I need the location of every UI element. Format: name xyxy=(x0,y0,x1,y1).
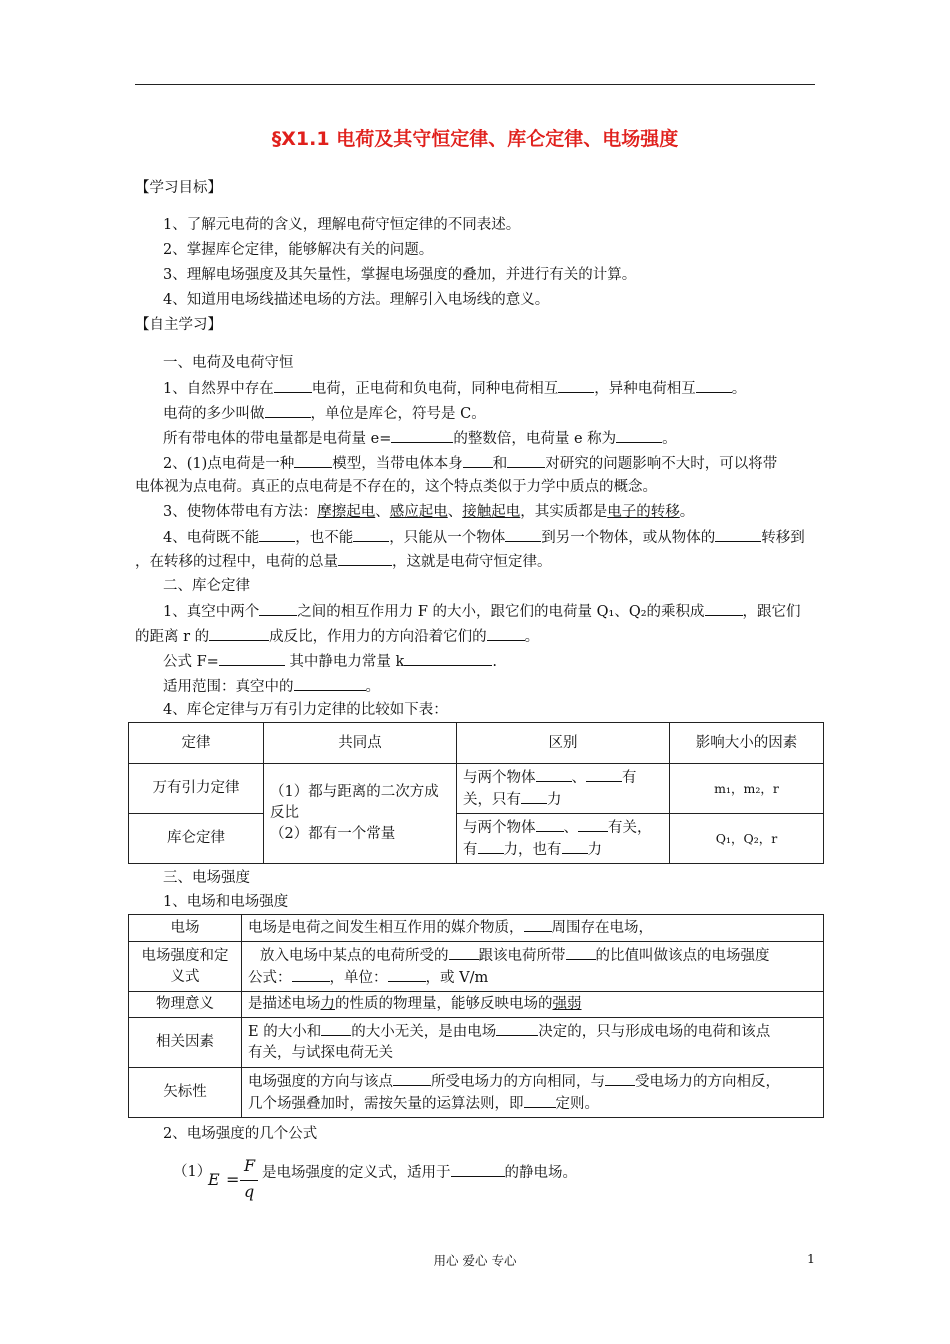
text-line: 适用范围：真空中的 。 xyxy=(163,676,380,697)
section-heading: 三、电场强度 xyxy=(163,870,250,886)
text-line: 所有带电体的带电量都是电荷量 e= 的整数倍，电荷量 e 称为 。 xyxy=(163,428,677,449)
formula-e-f-over-q xyxy=(200,1158,270,1208)
sub-heading: 1、电场和电场强度 xyxy=(163,894,289,910)
text-line: ，在转移的过程中，电荷的总量 ，这就是电荷守恒定律。 xyxy=(135,551,552,572)
formula-equals: = xyxy=(226,1170,240,1189)
text-line: 4、电荷既不能 ，也不能 ，只能从一个物体 到另一个物体，或从物体的 转移到 xyxy=(163,527,805,548)
text-line: 1、真空中两个 之间的相互作用力 F 的大小，跟它们的电荷量 Q₁、Q₂的乘积成 ，跟它们 xyxy=(163,601,801,622)
table-header: 物理意义 xyxy=(129,992,242,1018)
text-line: 1、自然界中存在 电荷，正电荷和负电荷，同种电荷相互 ，异种电荷相互 。 xyxy=(163,378,746,399)
section-heading: 一、电荷及电荷守恒 xyxy=(163,355,294,371)
page-footer: 用心 爱心 专心 xyxy=(433,1253,517,1268)
table-cell: E 的大小和 的大小无关，是由电场 决定的，只与形成电场的电荷和该点 有关，与试探电荷无关 xyxy=(242,1018,824,1068)
table-cell: 是描述电场力的性质的物理量，能够反映电场的强弱 xyxy=(242,992,824,1018)
table-cell: 电场强度的方向与该点 所受电场力的方向相同，与 受电场力的方向相反， 几个场强叠加时，需按矢量的运算法则，即 定则。 xyxy=(242,1068,824,1118)
page-title: §X1.1 电荷及其守恒定律、库仑定律、电场强度 xyxy=(271,128,679,150)
text-line: 电荷的多少叫做 ，单位是库仑，符号是 C。 xyxy=(163,403,486,424)
formula-denominator: q xyxy=(244,1182,255,1201)
formula-numerator: F xyxy=(244,1156,256,1175)
fraction-bar xyxy=(240,1180,258,1181)
goal-item: 4、知道用电场线描述电场的方法。理解引入电场线的意义。 xyxy=(163,292,550,308)
table-cell: 与两个物体 、 有关，有 力，也有 力 xyxy=(457,814,670,864)
section-heading: 二、库仑定律 xyxy=(163,578,250,594)
table-cell: Q₁，Q₂，r xyxy=(670,814,824,864)
table-cell: （1）都与距离的二次方成反比 （2）都有一个常量 xyxy=(264,764,457,864)
table-header: 区别 xyxy=(457,723,670,764)
table-header: 共同点 xyxy=(264,723,457,764)
text-line: 4、库仑定律与万有引力定律的比较如下表： xyxy=(163,702,448,718)
table-header: 影响大小的因素 xyxy=(670,723,824,764)
text-line: 公式 F= 其中静电力常量 k . xyxy=(163,651,497,672)
table-cell: 库仑定律 xyxy=(129,814,264,864)
text-line: 2、(1)点电荷是一种 模型，当带电体本身 和 对研究的问题影响不大时，可以将带 xyxy=(163,453,777,474)
table-cell: 电场是电荷之间发生相互作用的媒介物质， 周围存在电场， xyxy=(242,915,824,942)
table-cell: 与两个物体 、 有关，只有 力 xyxy=(457,764,670,814)
table-header: 相关因素 xyxy=(129,1018,242,1068)
field-strength-table xyxy=(128,914,824,1118)
table-header: 电场强度和定义式 xyxy=(129,942,242,992)
text-line: 的距离 r 的 成反比，作用力的方向沿着它们的 。 xyxy=(135,626,539,647)
text-line: 是电场强度的定义式，适用于 的静电场。 xyxy=(262,1162,577,1183)
goal-item: 3、理解电场强度及其矢量性，掌握电场强度的叠加，并进行有关的计算。 xyxy=(163,267,637,283)
self-study-header: 【自主学习】 xyxy=(135,317,222,333)
table-header: 矢标性 xyxy=(129,1068,242,1118)
formula-lhs: E xyxy=(208,1170,220,1189)
text-line: 电体视为点电荷。真正的点电荷是不存在的，这个特点类似于力学中质点的概念。 xyxy=(135,479,657,495)
goals-header: 【学习目标】 xyxy=(135,180,222,196)
goal-item: 1、了解元电荷的含义，理解电荷守恒定律的不同表述。 xyxy=(163,217,521,233)
table-cell: m₁，m₂，r xyxy=(670,764,824,814)
comparison-table xyxy=(128,722,824,864)
page-number: 1 xyxy=(807,1251,815,1266)
formula-label: （1） xyxy=(173,1164,212,1180)
goal-item: 2、掌握库仑定律，能够解决有关的问题。 xyxy=(163,242,434,258)
header-rule xyxy=(135,84,815,85)
table-header: 电场 xyxy=(129,915,242,942)
sub-heading: 2、电场强度的几个公式 xyxy=(163,1126,318,1142)
table-header: 定律 xyxy=(129,723,264,764)
table-cell: 放入电场中某点的电荷所受的 跟该电荷所带 的比值叫做该点的电场强度 公式： ，单位： ，或 V/m xyxy=(242,942,824,992)
text-line: 3、使物体带电有方法：摩擦起电、感应起电、接触起电，其实质都是电子的转移。 xyxy=(163,504,695,520)
table-cell: 万有引力定律 xyxy=(129,764,264,814)
